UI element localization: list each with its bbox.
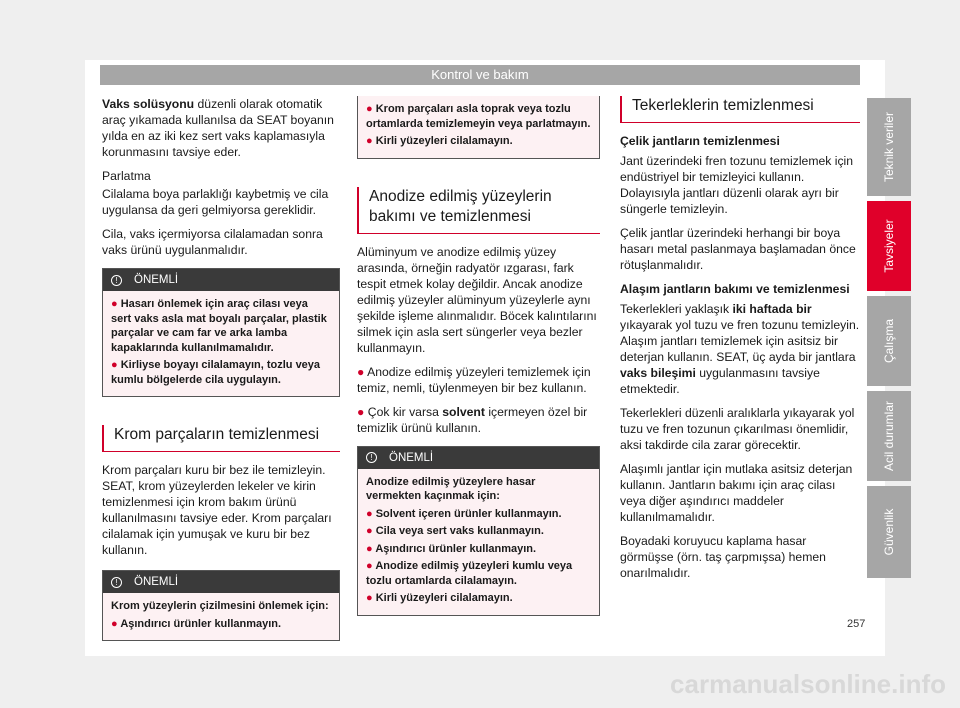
chrome-paragraph: Krom parçaları kuru bir bez ile temizleyin. SEAT, krom yüzeylerden lekeler ve kirin temizlenmesi için krom bakım ürünü kullanılmasını tavsiye eder. Krom parçaları cilalamak için yumuşak ve kuru bir bez kullanın. [102, 463, 332, 557]
warning-header [103, 571, 339, 593]
chapter-tabs [867, 98, 911, 583]
alloy-rims-paragraph-4: Boyadaki koruyucu kaplama hasar görmüşse (örn. taş çarpmışsa) hemen onarılmalıdır. [620, 534, 826, 580]
tab-technical-data[interactable]: Teknik veriler [867, 98, 911, 196]
page-header: Kontrol ve bakım [100, 65, 860, 85]
warning-title: ÖNEMLİ [134, 274, 179, 286]
section-title-chrome: Krom parçaların temizlenmesi [102, 425, 340, 452]
warning-box-2 [102, 570, 340, 641]
polish-title: Parlatma [102, 169, 151, 183]
warning-intro: Krom yüzeylerin çizilmesini önlemek için: [111, 600, 329, 612]
warning-header [103, 269, 339, 291]
warning-title: ÖNEMLİ [389, 451, 434, 464]
section-title-anodized: Anodize edilmiş yüzeylerin bakımı ve temizlenmesi [357, 187, 600, 234]
alloy-rims-title: Alaşım jantların bakımı ve temizlenmesi [620, 282, 850, 296]
warning-item: ● Aşındırıcı ürünler kullanmayın. [111, 617, 282, 630]
warning-title: ÖNEMLİ [134, 576, 179, 588]
page-number: 257 [847, 618, 866, 630]
warning-icon: ! [366, 452, 377, 463]
warning-item: ● Kirli yüzeyleri cilalamayın. [366, 135, 513, 147]
warning-icon: ! [111, 275, 122, 286]
steel-rims-paragraph-2: Çelik jantlar üzerindeki herhangi bir boya hasarı metal paslanmaya başlamadan önce rötuşlanmalıdır. [620, 226, 856, 272]
warning-box-3 [357, 446, 600, 616]
polish-paragraph: Cilalama boya parlaklığı kaybetmiş ve cila uygulansa da geri gelmiyorsa gereklidir. [102, 187, 329, 217]
watermark: carmanualsonline.info [670, 669, 946, 699]
anodized-paragraph: Alüminyum ve anodize edilmiş yüzey arasında, örneğin radyatör ızgarası, fark tespit etmek kolay değildir. Ancak anodize edilmiş yüzeyler alüminyum yüzeylerle aynı şekilde işleme alınmalıdır. Böcek kalıntılarını silmek için asla sert süngerler veya bezler kullanmayın. [357, 244, 597, 355]
anodized-bullet-1: ● Anodize edilmiş yüzeyleri temizlemek için temiz, nemli, tüylenmeyen bir bez kullanın. [357, 364, 591, 395]
warning-intro: Anodize edilmiş yüzeylere hasar vermekten kaçınmak için: [366, 475, 536, 502]
warning-item: ● Anodize edilmiş yüzeyleri kumlu veya tozlu ortamlarda cilalamayın. [366, 560, 573, 587]
warning-box-1 [102, 268, 340, 397]
alloy-rims-paragraph-2: Tekerlekleri düzenli aralıklarla yıkayarak yol tuzu ve fren tozunun çıkarılması önemlidir, aksi takdirde cila zarar görecektir. [620, 406, 855, 452]
alloy-rims-paragraph-3: Alaşımlı jantlar için mutlaka asitsiz deterjan kullanın. Jantların bakımı için araç cilası veya diğer aşındırıcı maddeler kullanılmamalıdır. [620, 462, 853, 524]
steel-rims-paragraph-1: Jant üzerindeki fren tozunu temizlemek için endüstriyel bir temizleyici kullanın. Dolayısıyla jantları düzenli olarak ayrı bir süngerle temizleyin. [620, 154, 854, 216]
tab-emergencies[interactable]: Acil durumlar [867, 391, 911, 481]
warning-header [358, 447, 599, 469]
tab-operation[interactable]: Çalışma [867, 296, 911, 386]
warning-item: ● Kirli yüzeyleri cilalamayın. [366, 592, 513, 604]
warning-item: ● Kirliyse boyayı cilalamayın, tozlu veya kumlu bölgelerde cila uygulayın. [111, 359, 321, 386]
warning-item: ● Cila veya sert vaks kullanmayın. [366, 525, 544, 537]
anodized-bullet-2: ● Çok kir varsa solvent içermeyen özel bir temizlik ürünü kullanın. [357, 404, 588, 435]
tab-advice[interactable]: Tavsiyeler [867, 201, 911, 291]
warning-box-continued [357, 96, 600, 159]
warning-item: ● Aşındırıcı ürünler kullanmayın. [366, 542, 537, 555]
tab-safety[interactable]: Güvenlik [867, 486, 911, 578]
wax-text: düzenli olarak otomatik araç yıkamada kullanılsa da SEAT boyanın yılda en az iki kez sert vaks kaplamasıyla korunmasını tavsiye eder. [102, 97, 334, 159]
column-3 [620, 96, 860, 589]
warning-icon: ! [111, 577, 122, 588]
section-title-wheels: Tekerleklerin temizlenmesi [620, 96, 860, 123]
steel-rims-title: Çelik jantların temizlenmesi [620, 134, 780, 148]
column-2 [357, 96, 600, 630]
warning-item: ● Krom parçaları asla toprak veya tozlu ortamlarda temizlemeyin veya parlatmayın. [366, 103, 591, 130]
polish-wax-paragraph: Cila, vaks içermiyorsa cilalamadan sonra vaks ürünü uygulanmalıdır. [102, 227, 323, 257]
warning-item: ● Solvent içeren ürünler kullanmayın. [366, 507, 562, 520]
column-1 [102, 96, 340, 655]
wax-term: Vaks solüsyonu [102, 97, 195, 111]
alloy-rims-paragraph-1: Tekerlekleri yaklaşık iki haftada bir yıkayarak yol tuzu ve fren tozunu temizleyin. Alaşım jantları temizlemek için asitsiz bir deterjan kullanın. SEAT, üç ayda bir jantlara vaks bileşimi uygulanmasını tavsiye etmektedir. [620, 302, 860, 396]
warning-item: ● Hasarı önlemek için araç cilası veya sert vaks asla mat boyalı parçalar, plastik parçalar ve cam far ve arka lamba kapaklarında kullanılmamalıdır. [111, 298, 327, 354]
wax-paragraph [102, 96, 340, 160]
